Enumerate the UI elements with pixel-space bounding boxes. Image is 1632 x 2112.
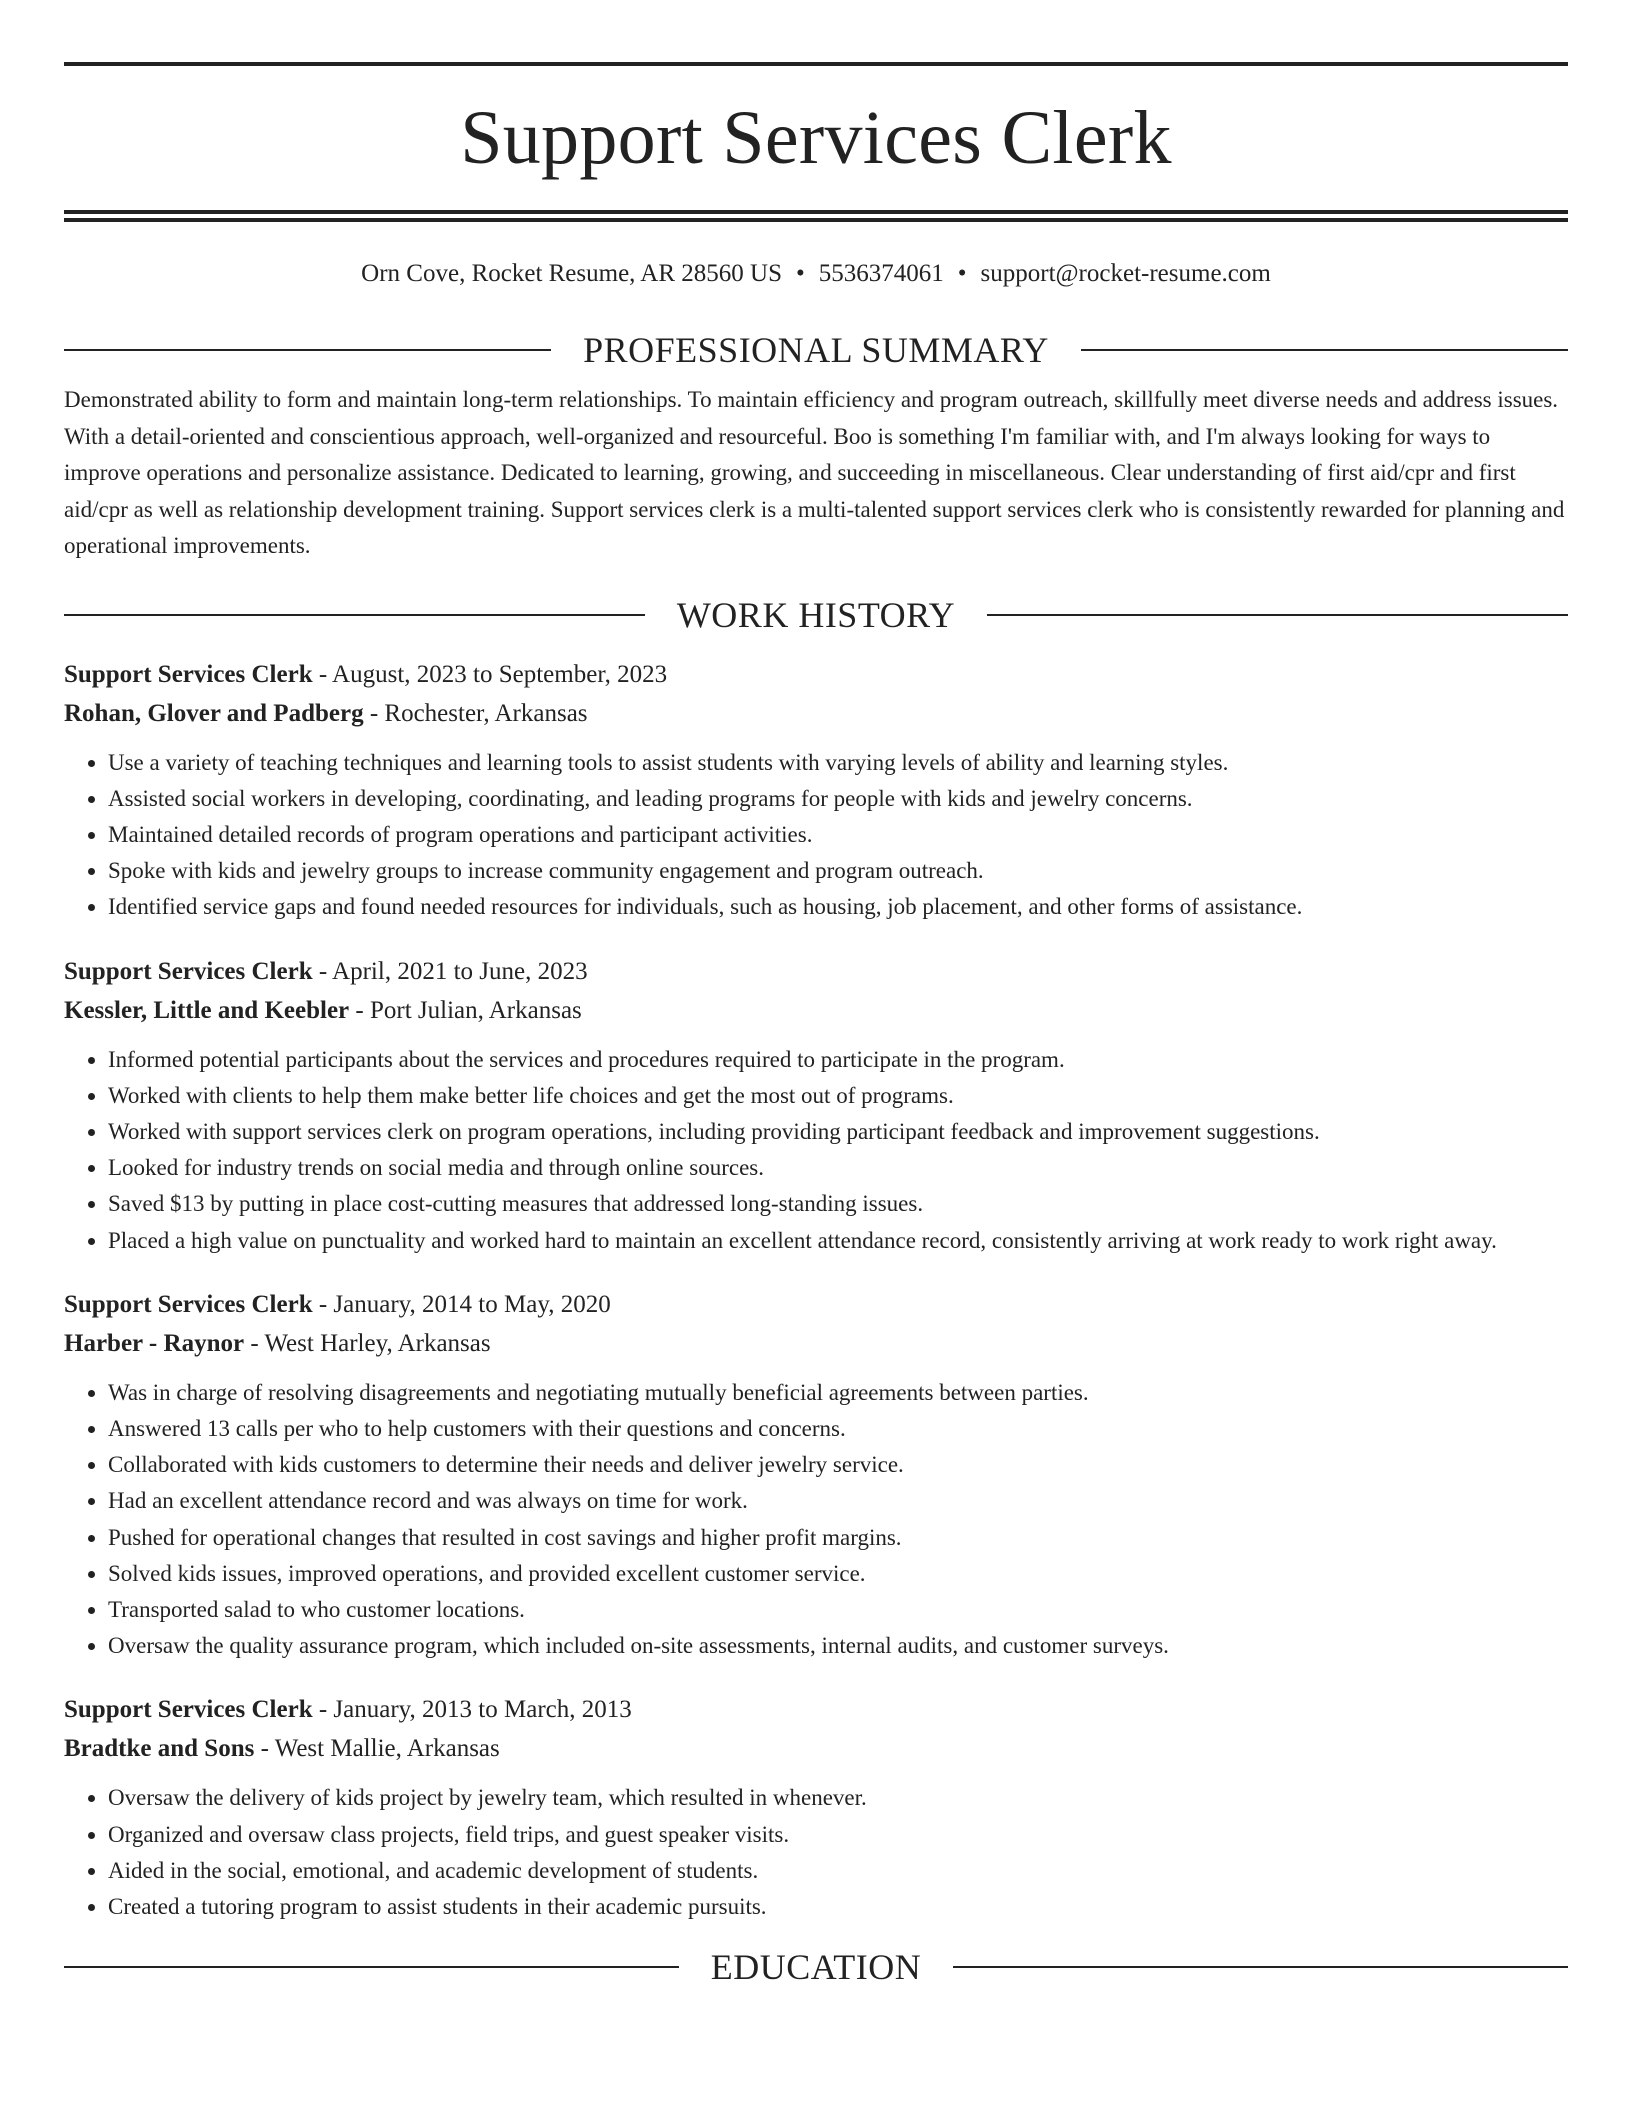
resume-title: Support Services Clerk [460,96,1172,180]
job-entry [64,655,1568,926]
job-bullet: • Worked with clients to help them make better life choices and get the most out of programs. [108,1078,1568,1114]
job-bullet: • Identified service gaps and found needed resources for individuals, such as housing, job placement, and other forms of assistance. [108,889,1568,925]
job-bullet: • Created a tutoring program to assist students in their academic pursuits. [108,1889,1568,1925]
job-title: Support Services Clerk [64,1696,313,1724]
contact-email[interactable]: support@rocket-resume.com [980,260,1271,287]
job-bullet: • Was in charge of resolving disagreements and negotiating mutually beneficial agreements between parties. [108,1375,1568,1411]
education-heading [64,1947,1568,1987]
job-company-line [64,694,1568,733]
heading-rule-left [64,349,551,351]
job-location: - West Mallie, Arkansas [254,1735,500,1763]
job-dates: - April, 2021 to June, 2023 [312,957,588,985]
job-bullet-list [64,745,1568,926]
job-dates: - January, 2014 to May, 2020 [312,1290,611,1318]
job-bullet: • Organized and oversaw class projects, field trips, and guest speaker visits. [108,1817,1568,1853]
job-bullet: • Use a variety of teaching techniques and learning tools to assist students with varying levels of ability and learning styles. [108,745,1568,781]
contact-separator: • [957,260,967,287]
heading-rule-left [64,1966,679,1968]
job-title-line [64,1690,1568,1729]
job-bullet-list [64,1375,1568,1665]
heading-rule-right [987,614,1568,616]
job-bullet: • Saved $13 by putting in place cost-cutting measures that addressed long-standing issues. [108,1186,1568,1222]
contact-separator: • [796,260,805,287]
job-bullet: • Oversaw the quality assurance program, which included on-site assessments, internal audits, and customer surveys. [108,1628,1568,1664]
work-history-heading-label: WORK HISTORY [676,594,956,635]
job-company-line [64,1729,1568,1768]
job-dates: - January, 2013 to March, 2013 [312,1696,632,1724]
job-bullet: • Answered 13 calls per who to help customers with their questions and concerns. [108,1411,1568,1447]
job-bullet: • Aided in the social, emotional, and academic development of students. [108,1853,1568,1889]
job-location: - Port Julian, Arkansas [349,996,582,1024]
contact-phone: 5536374061 [818,260,944,287]
job-company-line [64,1324,1568,1363]
heading-rule-right [953,1966,1568,1968]
job-bullet: • Informed potential participants about the services and procedures required to participate in the program. [108,1042,1568,1078]
job-bullet: • Solved kids issues, improved operations, and provided excellent customer service. [108,1556,1568,1592]
job-company: Harber - Raynor [64,1329,245,1357]
job-bullet: • Maintained detailed records of program operations and participant activities. [108,817,1568,853]
job-location: - Rochester, Arkansas [363,699,588,727]
job-title-line [64,1285,1568,1324]
job-entry [64,952,1568,1259]
job-location: - West Harley, Arkansas [244,1329,491,1357]
job-bullet-list [64,1780,1568,1925]
job-entry [64,1690,1568,1925]
job-bullet: • Worked with support services clerk on program operations, including providing participant feedback and improvement suggestions. [108,1114,1568,1150]
header-double-rule [64,210,1568,222]
job-company: Bradtke and Sons [64,1735,255,1763]
contact-address: Orn Cove, Rocket Resume, AR 28560 US [361,260,782,287]
summary-heading-label: PROFESSIONAL SUMMARY [583,330,1049,370]
job-bullet: • Collaborated with kids customers to determine their needs and deliver jewelry service. [108,1447,1568,1483]
job-title-line [64,655,1568,694]
job-dates: - August, 2023 to September, 2023 [312,660,668,688]
job-entry [64,1285,1568,1665]
header-top-rule [64,62,1568,66]
job-bullet: • Pushed for operational changes that resulted in cost savings and higher profit margins. [108,1520,1568,1556]
job-bullet: • Assisted social workers in developing, coordinating, and leading programs for people with kids and jewelry concerns. [108,781,1568,817]
job-bullet: • Had an excellent attendance record and was always on time for work. [108,1483,1568,1519]
job-title-line [64,952,1568,991]
education-heading-label: EDUCATION [710,1947,922,1988]
job-bullet: • Transported salad to who customer locations. [108,1592,1568,1628]
job-bullet: • Spoke with kids and jewelry groups to increase community engagement and program outreach. [108,853,1568,889]
contact-line [64,258,1568,290]
heading-rule-right [1081,349,1568,351]
work-history-heading [64,595,1568,635]
job-bullet: • Oversaw the delivery of kids project by jewelry team, which resulted in whenever. [108,1780,1568,1816]
job-company: Kessler, Little and Keebler [64,996,350,1024]
job-title: Support Services Clerk [64,660,313,688]
job-bullet-list [64,1042,1568,1259]
job-bullet: • Placed a high value on punctuality and worked hard to maintain an excellent attendance record, consistently arriving at work ready to work right away. [108,1223,1568,1259]
job-list [64,655,1568,1926]
job-bullet: • Looked for industry trends on social media and through online sources. [108,1150,1568,1186]
heading-rule-left [64,614,645,616]
summary-heading [64,330,1568,370]
job-company: Rohan, Glover and Padberg [64,699,364,727]
job-title: Support Services Clerk [64,1290,313,1318]
job-title: Support Services Clerk [64,957,313,985]
job-company-line [64,991,1568,1030]
summary-text: Demonstrated ability to form and maintain long-term relationships. To maintain efficiency and program outreach, skillfully meet diverse needs and address issues. With a detail-oriented and conscientious approach, well-organized and resourceful. Boo is something I'm familiar with, and I'm always looking for ways to improve operations and personalize assistance. Dedicated to learning, growing, and succeeding in miscellaneous. Clear understanding of first aid/cpr and first aid/cpr as well as relationship development training. Support services clerk is a multi-talented support services clerk who is consistently rewarded for planning and operational improvements. [64,387,1565,558]
